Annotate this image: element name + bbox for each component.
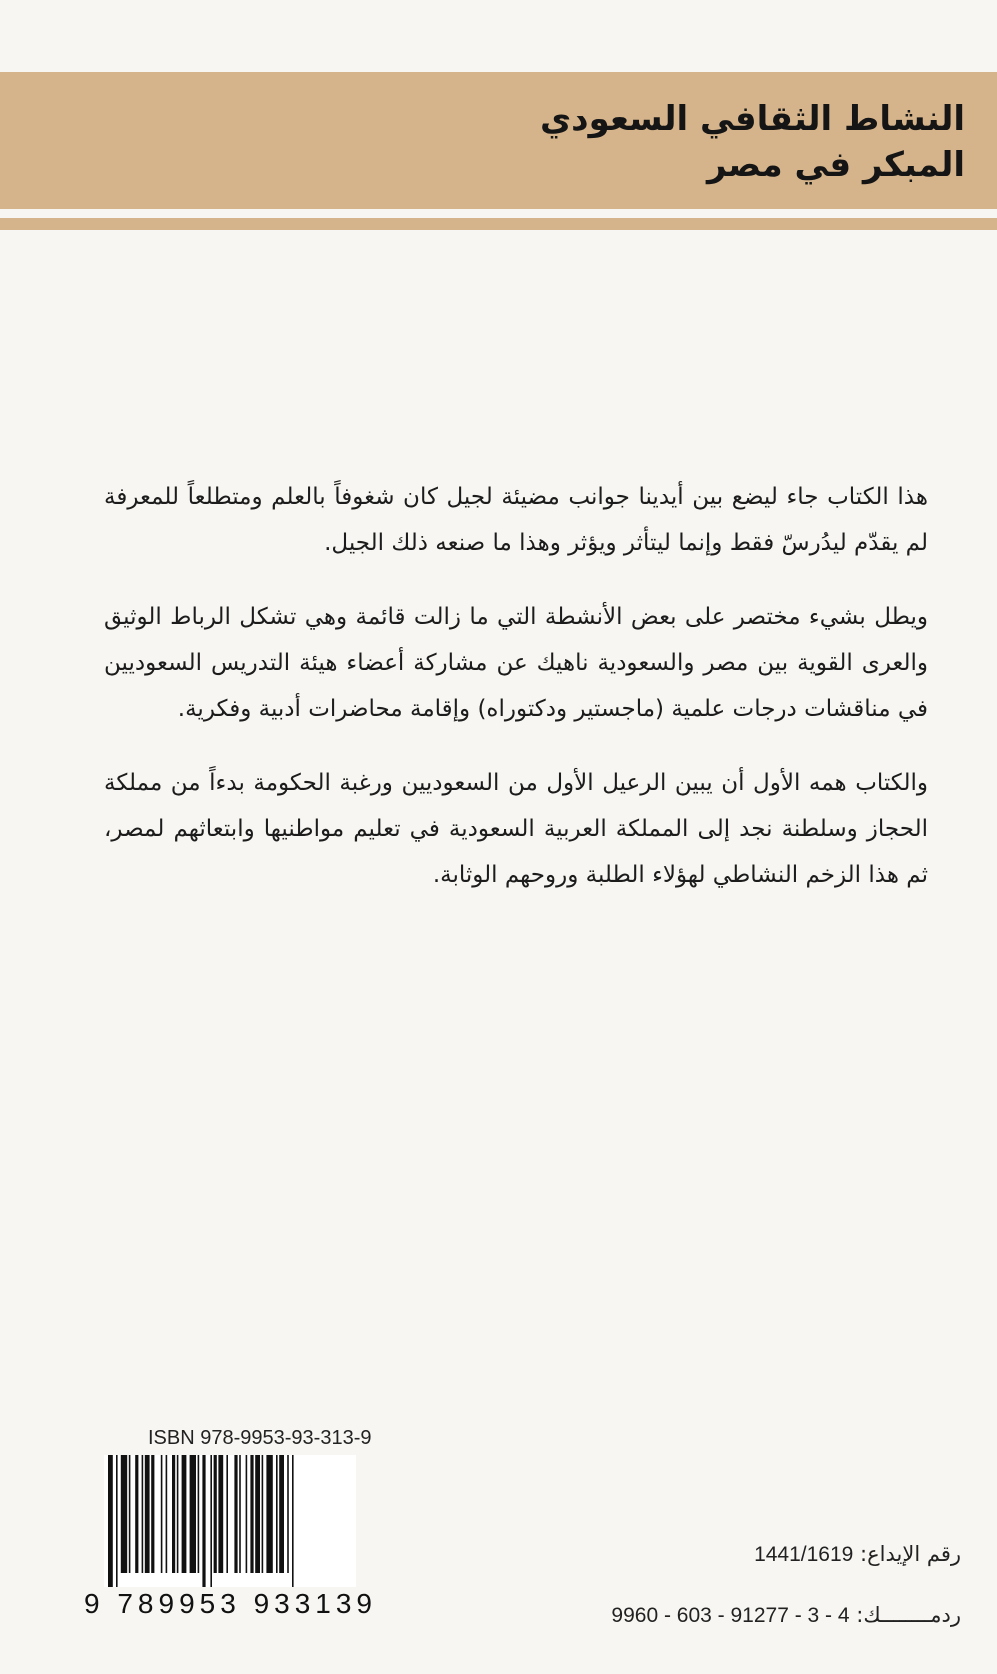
barcode-bar: [151, 1455, 154, 1573]
title-line-2: المبكر في مصر: [706, 145, 965, 185]
barcode-bar: [116, 1455, 118, 1587]
rdmk-label: ردمــــــــك:: [856, 1603, 961, 1627]
barcode-bar: [129, 1455, 131, 1573]
barcode-bar: [250, 1455, 253, 1573]
barcode-bar: [198, 1455, 200, 1573]
barcode-bar: [262, 1455, 264, 1573]
barcode-bar: [161, 1455, 163, 1573]
barcode: [104, 1455, 356, 1587]
blurb-paragraph-2: ويطل بشيء مختصر على بعض الأنشطة التي ما زالت قائمة وهي تشكل الرباط الوثيق والعرى القوية بين مصر والسعودية ناهيك عن مشاركة أعضاء هيئة التدريس السعوديين في مناقشات درجات علمية (ماجستير ودكتوراه) وإقامة محاضرات أدبية وفكرية.: [104, 604, 928, 722]
barcode-bar: [226, 1455, 228, 1573]
legal-deposit: [754, 1542, 961, 1567]
barcode-bar: [214, 1455, 217, 1573]
barcode-bar: [190, 1455, 196, 1573]
barcode-bar: [276, 1455, 278, 1573]
barcode-bar: [210, 1455, 212, 1587]
legal-deposit-number: 1441/1619: [754, 1543, 854, 1566]
barcode-bar: [234, 1455, 237, 1573]
blurb-paragraph-1: هذا الكتاب جاء ليضع بين أيدينا جوانب مضيئة لجيل كان شغوفاً بالعلم ومتطلعاً للمعرفة لم يقدّم ليدُرسّ فقط وإنما ليتأثر ويؤثر وهذا ما صنعه ذلك الجيل.: [104, 484, 928, 556]
barcode-bar: [177, 1455, 179, 1573]
barcode-bar: [218, 1455, 223, 1573]
barcode-bar: [287, 1455, 289, 1573]
title-line-1: النشاط الثقافي السعودي: [540, 99, 965, 139]
isbn-label: ISBN 978-9953-93-313-9: [148, 1427, 372, 1449]
barcode-bar: [166, 1455, 168, 1573]
barcode-bar: [239, 1455, 241, 1573]
rdmk-number: 9960 - 603 - 91277 - 3 - 4: [611, 1604, 850, 1627]
barcode-bar: [145, 1455, 150, 1573]
barcode-bar: [202, 1455, 205, 1587]
book-title: [165, 96, 965, 188]
barcode-bar: [266, 1455, 272, 1573]
rdmk: [611, 1603, 961, 1628]
barcode-digits: 9 789953 933139: [84, 1588, 377, 1619]
blurb-paragraph-3: والكتاب همه الأول أن يبين الرعيل الأول من السعوديين ورغبة الحكومة بدءاً من مملكة الحجاز وسلطنة نجد إلى المملكة العربية السعودية في تعليم مواطنيها وابتعاثهم لمصر، ثم هذا الزخم النشاطي لهؤلاء الطلبة وروحهم الوثابة.: [104, 770, 928, 888]
legal-deposit-label: رقم الإيداع:: [860, 1542, 961, 1566]
barcode-bar: [279, 1455, 284, 1573]
barcode-bar: [172, 1455, 175, 1573]
barcode-bar: [121, 1455, 127, 1573]
barcode-bar: [142, 1455, 144, 1573]
barcode-bar: [292, 1455, 294, 1587]
blurb: [104, 474, 928, 926]
barcode-bar: [255, 1455, 260, 1573]
decorative-stripe: [0, 218, 997, 230]
barcode-bar: [135, 1455, 138, 1573]
barcode-bar: [246, 1455, 248, 1573]
barcode-bar: [108, 1455, 113, 1587]
barcode-bar: [182, 1455, 187, 1573]
